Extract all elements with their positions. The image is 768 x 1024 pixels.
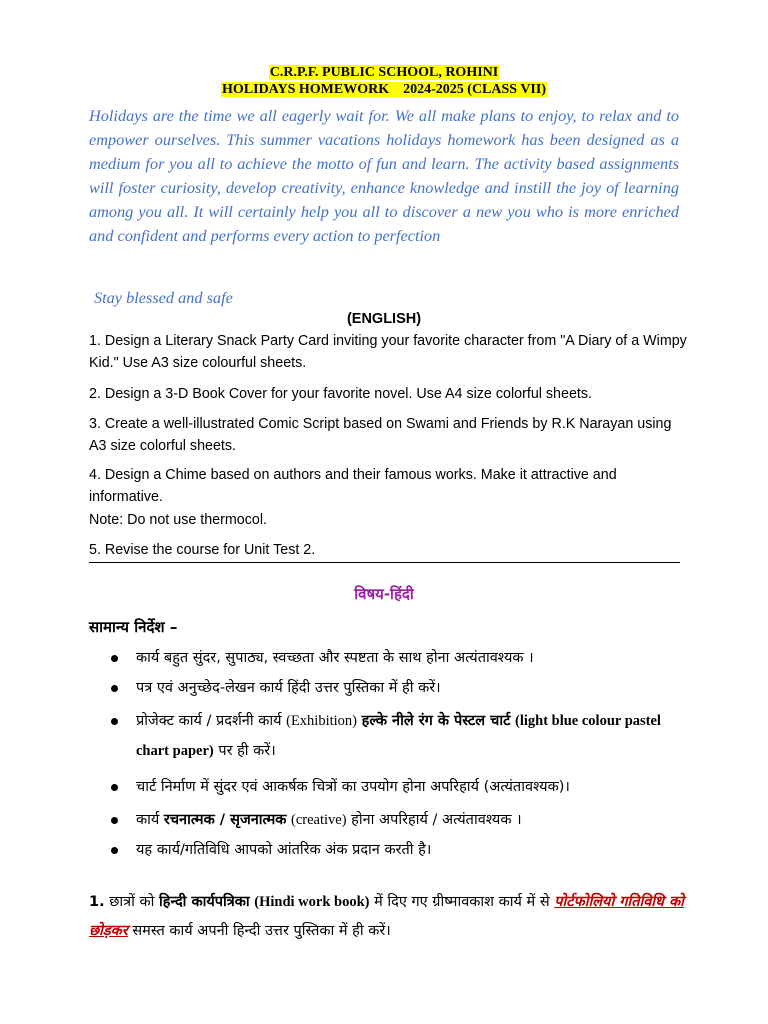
intro-paragraph: Holidays are the time we all eagerly wait for. We all make plans to enjoy, to relax and to empower ourselves. This summer vacations holidays homework has been designed as a medium for you all to achieve the motto of fun and learn. The activity based assignments will foster curiosity, develop creativity, enhance knowledge and instill the joy of learning among you all. It will certainly help you all to discover a new you who is more enriched and confident and performs every action to perfection (89, 106, 679, 245)
english-item-2: 2. Design a 3-D Book Cover for your favorite novel. Use A4 size colorful sheets. (89, 386, 593, 402)
bullet-icon (111, 655, 118, 662)
bullet-text: चार्ट निर्माण में सुंदर एवं आकर्षक चित्रों का उपयोग होना अपरिहार्य (अत्यंतावश्यक)। (136, 779, 570, 795)
instruction-text: समस्त कार्य अपनी हिन्दी उत्तर पुस्तिका में ही करें। (132, 923, 391, 939)
list-item (109, 772, 669, 802)
hindi-instruction-list (109, 646, 669, 868)
bullet-text: पर ही करें। (218, 743, 276, 759)
list-item (109, 838, 669, 862)
bullet-text-bold: रचनात्मक / सृजनात्मक (163, 812, 287, 828)
instruction-text: में दिए गए ग्रीष्मावकाश कार्य में से (374, 894, 550, 910)
instruction-text: छात्रों को (109, 894, 155, 910)
bullet-text: होना अपरिहार्य / अत्यंतावश्यक । (351, 812, 522, 828)
section-divider (89, 562, 680, 563)
list-item (109, 706, 669, 766)
bullet-text: कार्य (136, 812, 160, 828)
bullet-text-english: (creative) (291, 812, 347, 828)
hindi-subject-heading: विषय-हिंदी (354, 585, 414, 603)
intro-closing: Stay blessed and safe (94, 288, 233, 307)
bullet-icon (111, 847, 118, 854)
bullet-icon (111, 817, 118, 824)
list-item (109, 808, 669, 832)
bullet-text: पत्र एवं अनुच्छेद-लेखन कार्य हिंदी उत्तर पुस्तिका में ही करें। (136, 680, 441, 696)
english-heading: (ENGLISH) (346, 311, 422, 327)
list-item (109, 646, 669, 670)
instruction-text-bold: हिन्दी कार्यपत्रिका (159, 894, 250, 910)
english-note: Note: Do not use thermocol. (89, 512, 268, 528)
english-item-3: 3. Create a well-illustrated Comic Script based on Swami and Friends by R.K Narayan using A3 size colorful sheets. (89, 416, 672, 454)
item-number: 1. (89, 894, 105, 910)
english-item-1: 1. Design a Literary Snack Party Card inviting your favorite character from "A Diary of a Wimpy Kid." Use A3 size colourful sheets. (89, 333, 687, 371)
english-item-5: 5. Revise the course for Unit Test 2. (89, 542, 316, 558)
school-name-text: C.R.P.F. PUBLIC SCHOOL, ROHINI (269, 65, 499, 80)
school-name (0, 64, 768, 82)
homework-title-text: HOLIDAYS HOMEWORK 2024-2025 (CLASS VII) (222, 82, 546, 97)
bullet-text-english-bold: (light blue colour pastel chart paper) (136, 713, 661, 759)
homework-title (0, 81, 768, 99)
bullet-icon (111, 718, 118, 725)
bullet-icon (111, 685, 118, 692)
english-item-4: 4. Design a Chime based on authors and their famous works. Make it attractive and informative. (89, 467, 617, 505)
instruction-text-english: (Hindi work book) (254, 894, 370, 910)
bullet-icon (111, 784, 118, 791)
bullet-text: कार्य बहुत सुंदर, सुपाठ्य, स्वच्छता और स्पष्टता के साथ होना अत्यंतावश्यक । (136, 650, 534, 666)
bullet-text: प्रोजेक्ट कार्य / प्रदर्शनी कार्य (136, 713, 282, 729)
hindi-instruction-1 (89, 888, 689, 946)
list-item (109, 676, 669, 700)
instruction-text-underlined: पोर्टफोलियो गतिविधि को छोड़कर (89, 894, 684, 939)
hindi-general-instructions: सामान्य निर्देश – (89, 618, 178, 636)
bullet-text-bold: हल्के नीले रंग के पेस्टल चार्ट (361, 713, 511, 729)
bullet-text: यह कार्य/गतिविधि आपको आंतरिक अंक प्रदान करती है। (136, 842, 432, 858)
bullet-text-english: (Exhibition) (286, 713, 358, 729)
